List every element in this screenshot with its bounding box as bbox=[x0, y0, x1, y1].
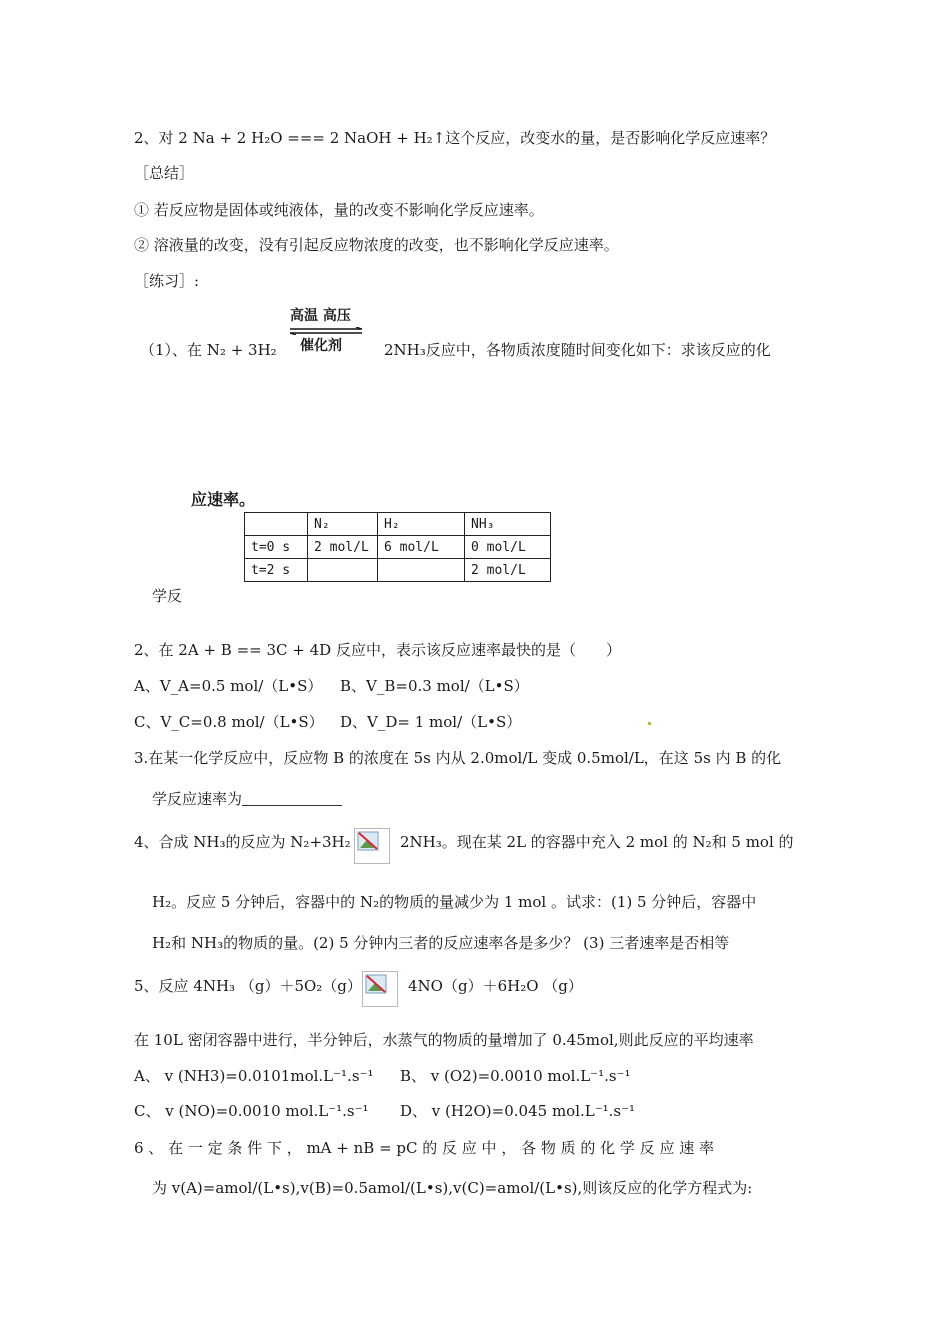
reversible-arrow-icon bbox=[290, 327, 362, 335]
q2-option-d: D、V_D= 1 mol/（L•S） bbox=[340, 713, 522, 731]
q2-option-c: C、V_C=0.8 mol/（L•S） bbox=[134, 713, 324, 731]
summary-point-1: ① 若反应物是固体或纯液体，量的改变不影响化学反应速率。 bbox=[134, 201, 544, 219]
table-row bbox=[245, 536, 551, 559]
question-4-part-b: 2NH₃。现在某 2L 的容器中充入 2 mol 的 N₂和 5 mol 的 bbox=[400, 833, 794, 851]
table-cell bbox=[378, 559, 465, 582]
table-cell: NH₃ bbox=[465, 513, 551, 536]
table-row bbox=[245, 559, 551, 582]
reaction-condition bbox=[286, 305, 368, 355]
table-cell: 2 mol/L bbox=[465, 559, 551, 582]
question-2: 2、在 2A + B == 3C + 4D 反应中，表示该反应速率最快的是（ ） bbox=[134, 641, 621, 659]
condition-top: 高温 高压 bbox=[290, 308, 351, 324]
practice-title: ［练习］: bbox=[134, 272, 200, 290]
table-cell: 0 mol/L bbox=[465, 536, 551, 559]
table-cell: t=0 s bbox=[245, 536, 308, 559]
answer-blank bbox=[242, 791, 342, 806]
q2-option-b: B、V_B=0.3 mol/（L•S） bbox=[340, 677, 529, 695]
concentration-table bbox=[244, 512, 551, 582]
q5-option-c: C、 v (NO)=0.0010 mol.L⁻¹.s⁻¹ bbox=[134, 1102, 369, 1120]
table-cell: t=2 s bbox=[245, 559, 308, 582]
question-6-line-2: 为 v(A)=amol/(L•s),v(B)=0.5amol/(L•s),v(C)=amol/(L•s),则该反应的化学方程式为: bbox=[152, 1179, 753, 1197]
table-header-row bbox=[245, 513, 551, 536]
question-4-line-2: H₂。反应 5 分钟后，容器中的 N₂的物质的量减少为 1 mol 。试求：(1) 5 分钟后，容器中 bbox=[152, 893, 757, 911]
question-5-line-2: 在 10L 密闭容器中进行，半分钟后，水蒸气的物质的量增加了 0.45mol,则此反应的平均速率 bbox=[134, 1031, 754, 1049]
q2-option-a: A、V_A=0.5 mol/（L•S） bbox=[134, 677, 323, 695]
table-cell: H₂ bbox=[378, 513, 465, 536]
stray-dot bbox=[648, 722, 651, 725]
question-5-part-b: 4NO（g）＋6H₂O （g） bbox=[408, 977, 583, 995]
q5-option-b: B、 v (O2)=0.0010 mol.L⁻¹.s⁻¹ bbox=[400, 1067, 631, 1085]
table-cell: N₂ bbox=[308, 513, 378, 536]
q5-option-a: A、 v (NH3)=0.0101mol.L⁻¹.s⁻¹ bbox=[134, 1067, 374, 1085]
question-4-part-a: 4、合成 NH₃的反应为 N₂+3H₂ bbox=[134, 833, 351, 851]
table-cell: 2 mol/L bbox=[308, 536, 378, 559]
question-5-part-a: 5、反应 4NH₃ （g）＋5O₂（g） bbox=[134, 977, 362, 995]
practice-1-tail: 学反 bbox=[152, 587, 183, 605]
table-caption: 应速率。 bbox=[191, 490, 256, 509]
q5-option-d: D、 v (H2O)=0.045 mol.L⁻¹.s⁻¹ bbox=[400, 1102, 636, 1120]
question-3-text: 学反应速率为 bbox=[152, 790, 243, 808]
table-cell bbox=[308, 559, 378, 582]
question-6-line-1: 6 、 在 一 定 条 件 下 ， mA + nB = pC 的 反 应 中 ， 各 物 质 的 化 学 反 应 速 率 bbox=[134, 1139, 715, 1157]
broken-image-icon bbox=[354, 828, 390, 864]
summary-title: ［总结］ bbox=[134, 164, 195, 182]
practice-1-part-b: 2NH₃反应中，各物质浓度随时间变化如下：求该反应的化 bbox=[384, 341, 771, 359]
table-cell: 6 mol/L bbox=[378, 536, 465, 559]
condition-bottom: 催化剂 bbox=[300, 338, 342, 354]
question-4-line-3: H₂和 NH₃的物质的量。(2) 5 分钟内三者的反应速率各是多少？ (3) 三者速率是否相等 bbox=[152, 934, 730, 952]
question-3-line-1: 3.在某一化学反应中，反应物 B 的浓度在 5s 内从 2.0mol/L 变成 0.5mol/L，在这 5s 内 B 的化 bbox=[134, 749, 782, 767]
question-2-intro: 2、对 2 Na + 2 H₂O === 2 NaOH + H₂↑这个反应，改变水的量，是否影响化学反应速率？ bbox=[134, 129, 776, 147]
table-cell bbox=[245, 513, 308, 536]
broken-image-icon bbox=[362, 971, 398, 1007]
question-3-line-2 bbox=[152, 789, 342, 809]
summary-point-2: ② 溶液量的改变，没有引起反应物浓度的改变，也不影响化学反应速率。 bbox=[134, 236, 619, 254]
practice-1-part-a: （1）、在 N₂ + 3H₂ bbox=[140, 341, 277, 359]
